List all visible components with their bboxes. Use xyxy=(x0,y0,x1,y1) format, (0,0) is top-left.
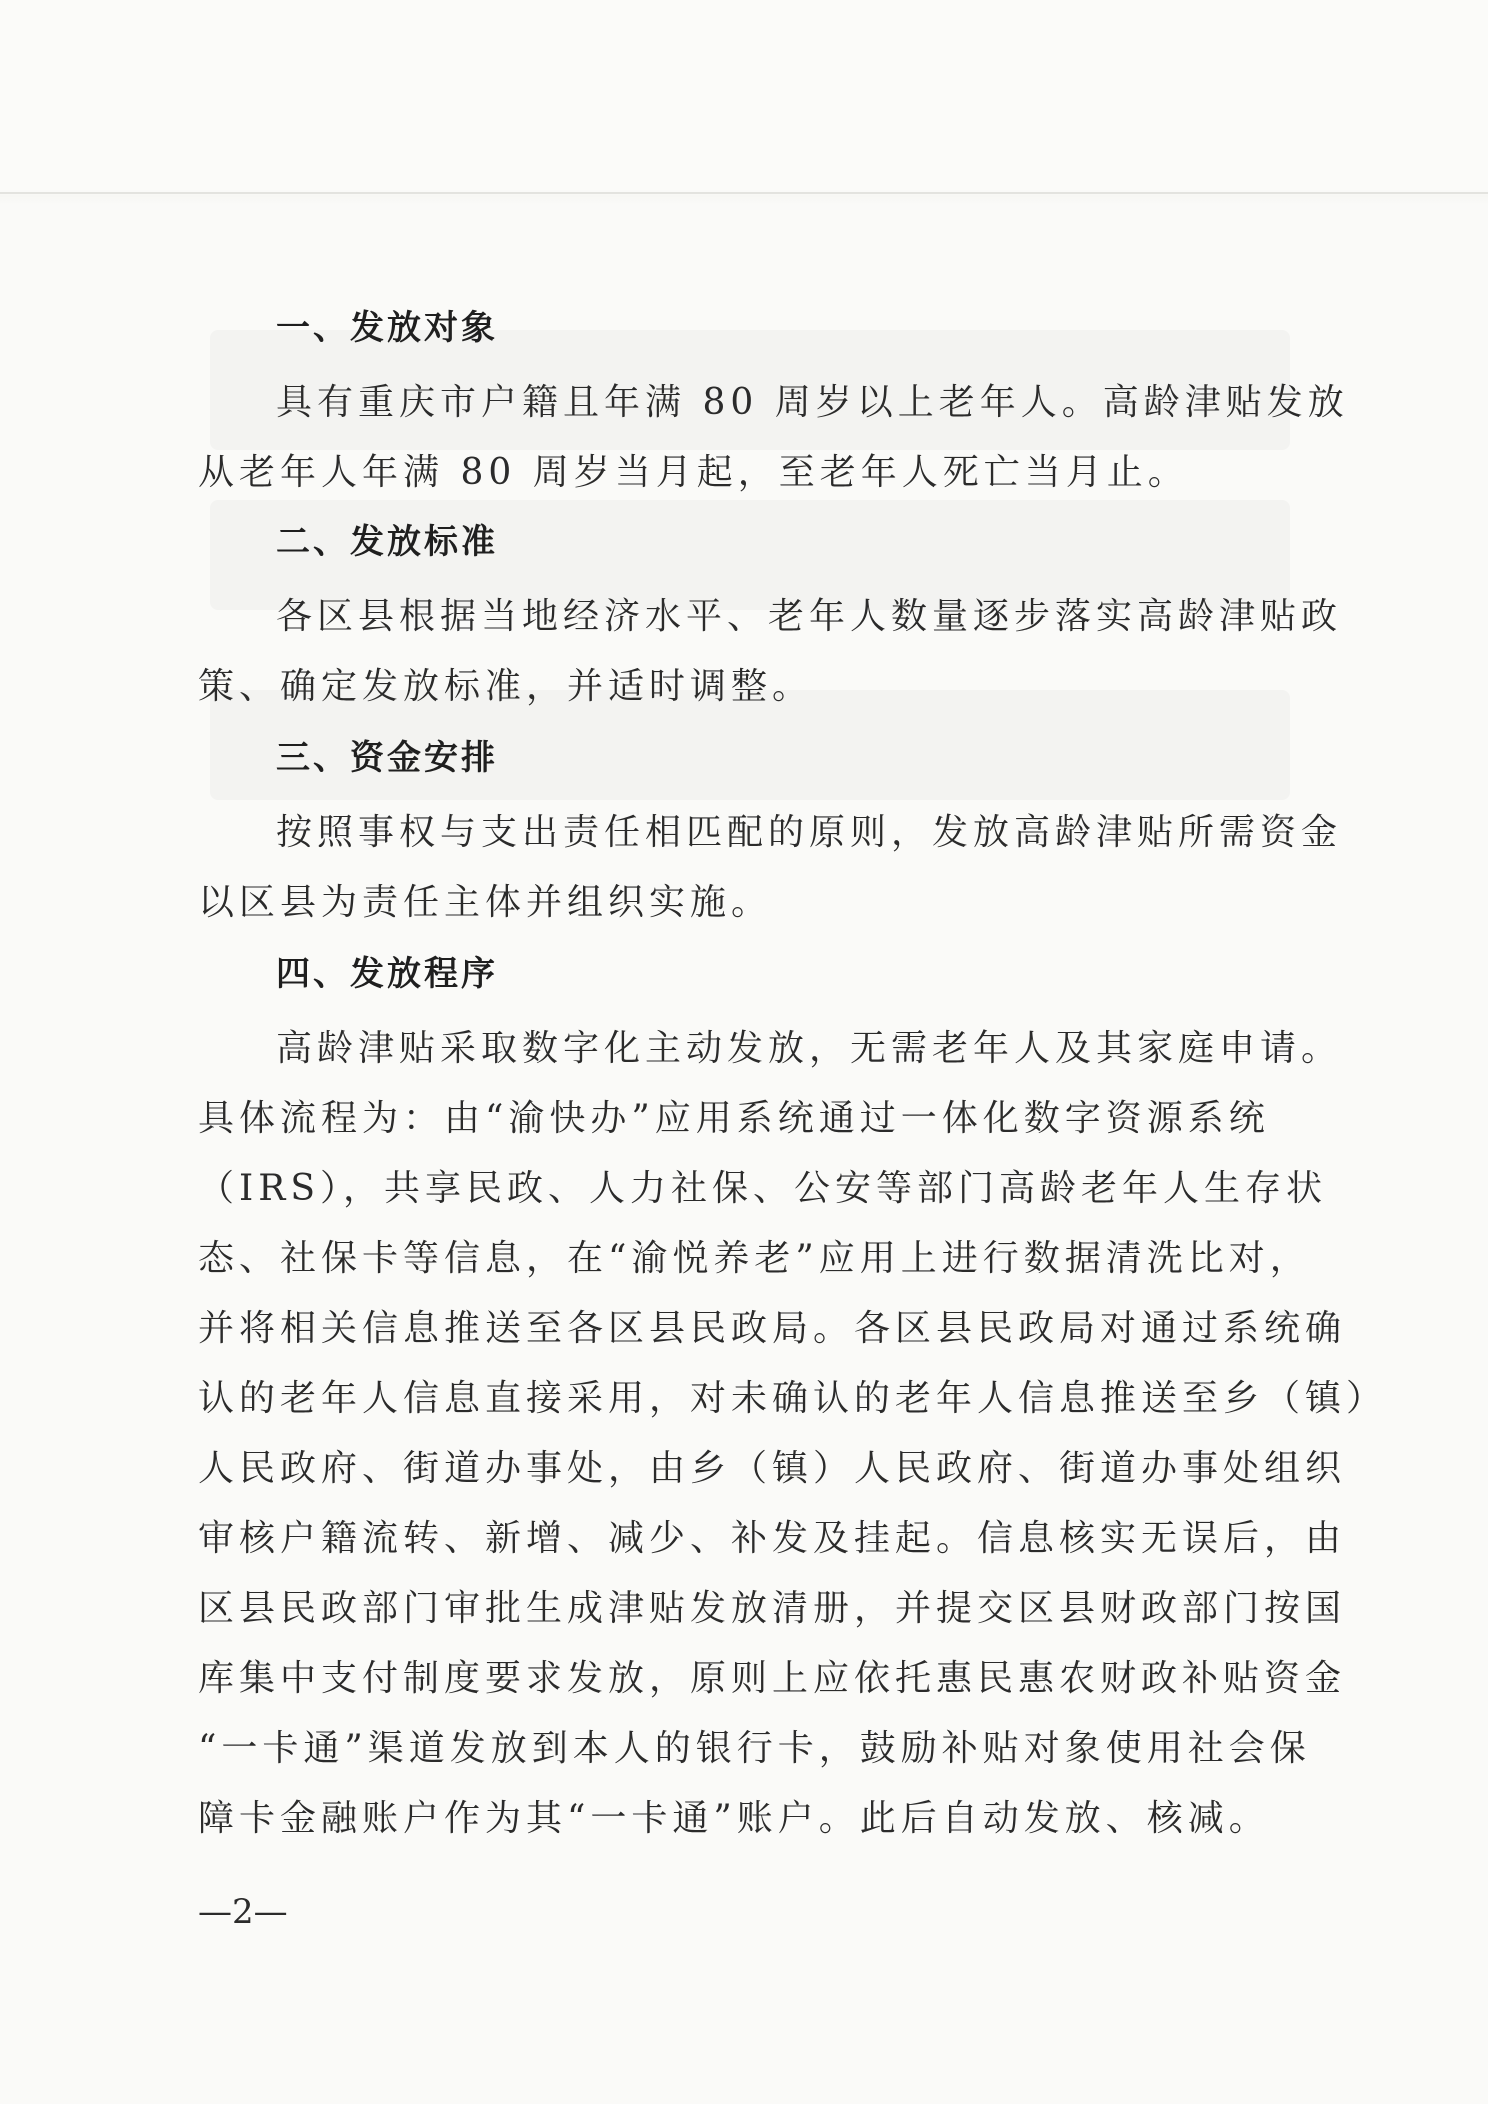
paragraph-line: 以区县为责任主体并组织实施。 xyxy=(198,882,773,923)
section-heading: 三、资金安排 xyxy=(276,738,498,778)
page-number: —2— xyxy=(198,1892,288,1932)
paragraph-line: 库集中支付制度要求发放，原则上应依托惠民惠农财政补贴资金 xyxy=(198,1658,1347,1699)
section-heading: 一、发放对象 xyxy=(276,308,498,348)
paragraph-line: 区县民政部门审批生成津贴发放清册，并提交区县财政部门按国 xyxy=(198,1588,1347,1629)
paragraph-line: 认的老年人信息直接采用，对未确认的老年人信息推送至乡（镇） xyxy=(198,1378,1388,1419)
paragraph-line: 障卡金融账户作为其“一卡通”账户。此后自动发放、核减。 xyxy=(198,1798,1270,1839)
section-heading: 二、发放标准 xyxy=(276,522,498,562)
fold-line xyxy=(0,192,1488,194)
paragraph-line: 并将相关信息推送至各区县民政局。各区县民政局对通过系统确 xyxy=(198,1308,1347,1349)
paragraph-line: 高龄津贴采取数字化主动发放，无需老年人及其家庭申请。 xyxy=(276,1028,1343,1069)
paragraph-line: 人民政府、街道办事处，由乡（镇）人民政府、街道办事处组织 xyxy=(198,1448,1347,1489)
paragraph-line: 审核户籍流转、新增、减少、补发及挂起。信息核实无误后，由 xyxy=(198,1518,1347,1559)
paragraph-line: （IRS），共享民政、人力社保、公安等部门高龄老年人生存状 xyxy=(198,1168,1327,1209)
paragraph-line: 策、确定发放标准，并适时调整。 xyxy=(198,666,814,707)
paragraph-line: 具有重庆市户籍且年满 80 周岁以上老年人。高龄津贴发放 xyxy=(276,382,1349,423)
paragraph-line: 按照事权与支出责任相匹配的原则，发放高龄津贴所需资金 xyxy=(276,812,1343,853)
paragraph-line: 各区县根据当地经济水平、老年人数量逐步落实高龄津贴政 xyxy=(276,596,1343,637)
section-heading: 四、发放程序 xyxy=(276,954,498,994)
paragraph-line: 具体流程为：由“渝快办”应用系统通过一体化数字资源系统 xyxy=(198,1098,1270,1139)
paragraph-line: 从老年人年满 80 周岁当月起，至老年人死亡当月止。 xyxy=(198,452,1189,493)
paragraph-line: “一卡通”渠道发放到本人的银行卡，鼓励补贴对象使用社会保 xyxy=(198,1728,1311,1769)
paragraph-line: 态、社保卡等信息，在“渝悦养老”应用上进行数据清洗比对， xyxy=(198,1238,1311,1279)
